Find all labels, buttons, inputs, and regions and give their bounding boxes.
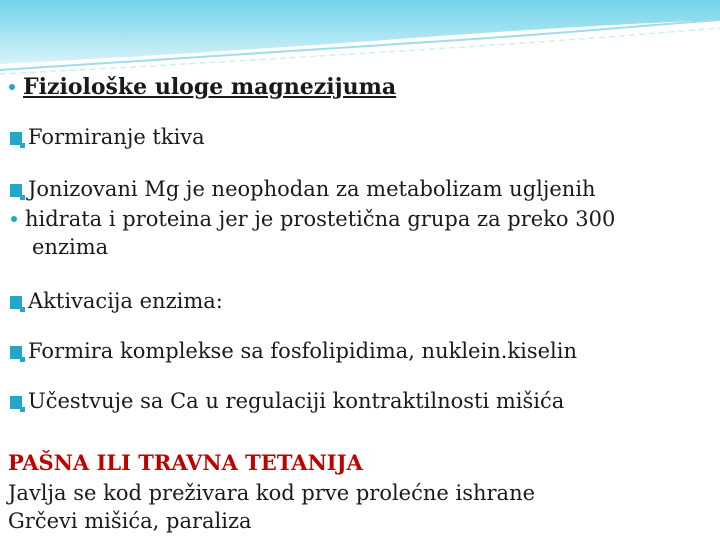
slide-title: Fiziološke uloge magnezijuma xyxy=(23,74,397,100)
highlight-heading: PAŠNA ILI TRAVNA TETANIJA xyxy=(8,450,363,475)
square-bullet-icon xyxy=(10,346,22,359)
square-bullet-icon xyxy=(10,132,22,145)
bullet-dot-icon xyxy=(11,216,17,222)
bullet-text: Učestvuje sa Ca u regulaciji kontraktilnosti mišića xyxy=(28,389,565,413)
bullet-text: Formiranje tkiva xyxy=(28,125,205,149)
bullet-item xyxy=(10,124,205,150)
square-bullet-icon xyxy=(10,296,22,309)
footer-line: Grčevi mišića, paraliza xyxy=(8,509,252,533)
bullet-continuation xyxy=(32,234,108,260)
bullet-text: enzima xyxy=(32,235,109,259)
bullet-item xyxy=(10,288,223,314)
square-bullet-icon xyxy=(10,184,22,197)
bullet-item xyxy=(10,176,596,202)
bullet-text: Aktivacija enzima: xyxy=(28,289,223,313)
bullet-item xyxy=(10,388,564,414)
square-bullet-icon xyxy=(10,396,22,409)
footer-line: Javlja se kod preživara kod prve prolećne ishrane xyxy=(8,481,536,505)
bullet-text: hidrata i proteina jer je prostetična grupa za preko 300 xyxy=(25,207,616,231)
bullet-text: Formira komplekse sa fosfolipidima, nuklein.kiselin xyxy=(28,339,577,363)
bullet-item xyxy=(10,206,615,232)
bullet-item xyxy=(10,338,577,364)
bullet-text: Jonizovani Mg je neophodan za metabolizam ugljenih xyxy=(28,177,596,201)
bullet-dot-icon xyxy=(9,84,15,90)
slide-title-line xyxy=(8,74,396,100)
